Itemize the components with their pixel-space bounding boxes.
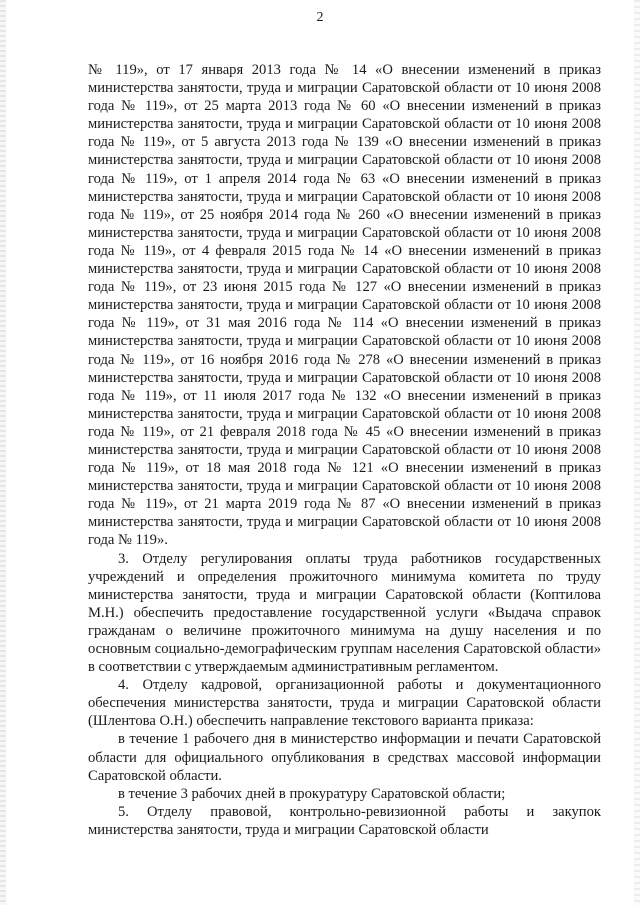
paragraph-item-4: 4. Отделу кадровой, организационной работы и документационного обеспечения министерства занятости, труда и миграции Саратовской области (Шлентова О.Н.) обеспечить направление текстового варианта приказа: <box>88 677 601 730</box>
scan-edge-left <box>0 0 6 905</box>
paragraph-item-5: 5. Отделу правовой, контрольно-ревизионной работы и закупок министерства занятости, труда и миграции Саратовской области <box>88 803 601 838</box>
paragraph-item-4-sub-1: в течение 1 рабочего дня в министерство информации и печати Саратовской области для официального опубликования в средствах массовой информации Саратовской области. <box>88 731 601 784</box>
page-number: 2 <box>316 10 324 25</box>
paragraph-item-4-sub-2: в течение 3 рабочих дней в прокуратуру Саратовской области; <box>118 785 506 802</box>
paragraph-amendments-list: № 119», от 17 января 2013 года № 14 «О внесении изменений в приказ министерства занятости, труда и миграции Саратовской области от 10 июня 2008 года № 119», от 25 марта 2013 года № 60 «О внесении изменений в приказ министерства занятости, труда и миграции Саратовской области от 10 июня 2008 года № 119», от 5 августа 2013 года № 139 «О внесении изменений в приказ министерства занятости, труда и миграции Саратовской области от 10 июня 2008 года № 119», от 1 апреля 2014 года № 63 «О внесении изменений в приказ министерства занятости, труда и миграции Саратовской области от 10 июня 2008 года № 119», от 25 ноября 2014 года № 260 «О внесении изменений в приказ министерства занятости, труда и миграции Саратовской области от 10 июня 2008 года № 119», от 4 февраля 2015 года № 14 «О внесении изменений в приказ министерства занятости, труда и миграции Саратовской области от 10 июня 2008 года № 119», от 23 июня 2015 года № 127 «О внесении изменений в приказ министерства занятости, труда и миграции Саратовской области от 10 июня 2008 года № 119», от 31 мая 2016 года № 114 «О внесении изменений в приказ министерства занятости, труда и миграции Саратовской области от 10 июня 2008 года № 119», от 16 ноября 2016 года № 278 «О внесении изменений в приказ министерства занятости, труда и миграции Саратовской области от 10 июня 2008 года № 119», от 11 июля 2017 года № 132 «О внесении изменений в приказ министерства занятости, труда и миграции Саратовской области от 10 июня 2008 года № 119», от 21 февраля 2018 года № 45 «О внесении изменений в приказ министерства занятости, труда и миграции Саратовской области от 10 июня 2008 года № 119», от 18 мая 2018 года № 121 «О внесении изменений в приказ министерства занятости, труда и миграции Саратовской области от 10 июня 2008 года № 119», от 21 марта 2019 года № 87 «О внесении изменений в приказ министерства занятости, труда и миграции Саратовской области от 10 июня 2008 года № 119». <box>88 62 601 549</box>
paragraph-item-3: 3. Отделу регулирования оплаты труда работников государственных учреждений и определения прожиточного минимума комитета по труду министерства занятости, труда и миграции Саратовской области (Коптилова М.Н.) обеспечить предоставление государственной услуги «Выдача справок гражданам о величине прожиточного минимума на душу населения и по основным социально-демографическим группам населения Саратовской области» в соответствии с утверждаемым административным регламентом. <box>88 550 601 676</box>
scan-edge-right <box>634 0 640 905</box>
document-body <box>88 61 601 839</box>
